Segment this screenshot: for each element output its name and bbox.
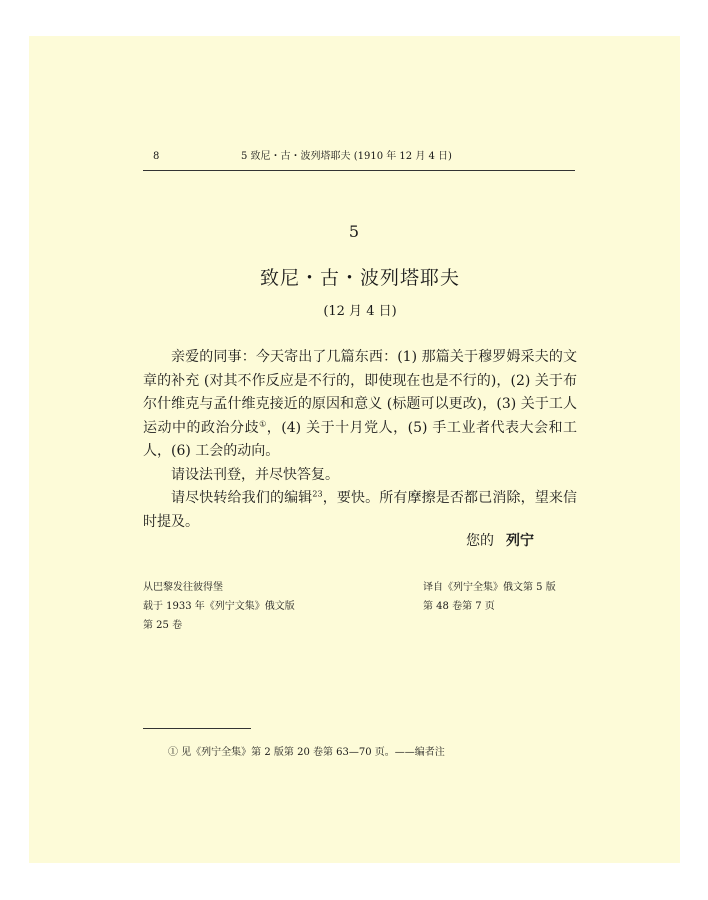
source-right-line-2: 第 48 卷第 7 页 (423, 601, 495, 612)
source-left-line-1: 从巴黎发往彼得堡 (143, 582, 223, 593)
endnote-reference: 23 (312, 489, 323, 499)
source-info-right (423, 578, 556, 616)
footnote-reference: ① (259, 418, 267, 428)
source-right-line-1: 译自《列宁全集》俄文第 5 版 (423, 582, 556, 593)
paragraph-1-text-a: 亲爱的同事：今天寄出了几篇东西：(1) 那篇关于穆罗姆采夫的文章的补充 (对其不作反应是不行的，即使现在也是不行的)，(2) 关于布尔什维克与孟什维克接近的原因和意义 (标题可以更改)，(3) 关于工人运动中的政治分歧 (143, 349, 577, 436)
signature-block (466, 531, 534, 551)
footnote: ① 见《列宁全集》第 2 版第 20 卷第 63—70 页。——编者注 (168, 747, 445, 758)
paragraph-1 (143, 346, 577, 464)
source-left-line-3: 第 25 卷 (143, 620, 183, 631)
source-left-line-2: 载于 1933 年《列宁文集》俄文版 (143, 601, 295, 612)
paragraph-2: 请设法刊登，并尽快答复。 (171, 466, 339, 483)
running-header (143, 150, 575, 171)
paragraph-3 (143, 487, 577, 534)
paragraph-3-text-a: 请尽快转给我们的编辑 (171, 490, 313, 506)
footnote-divider (143, 728, 251, 729)
paragraph-1-text-b: ，(4) 关于十月党人，(5) 手工业者代表大会和工人，(6) 工会的动向。 (143, 419, 578, 459)
letter-date: (12 月 4 日) (323, 304, 397, 319)
letter-body (143, 346, 577, 534)
page-number: 8 (153, 151, 160, 162)
source-info-left (143, 578, 295, 635)
closing: 您的 (466, 533, 494, 549)
paragraph-3-text-b: ，要快。所有摩擦是否都已消除，望来信时提及。 (143, 490, 578, 530)
letter-title: 致尼・古・波列塔耶夫 (259, 267, 460, 289)
signature-name: 列宁 (506, 533, 534, 549)
running-title: 5 致尼・古・波列塔耶夫 (1910 年 12 月 4 日) (241, 151, 452, 162)
letter-number: 5 (348, 222, 360, 241)
